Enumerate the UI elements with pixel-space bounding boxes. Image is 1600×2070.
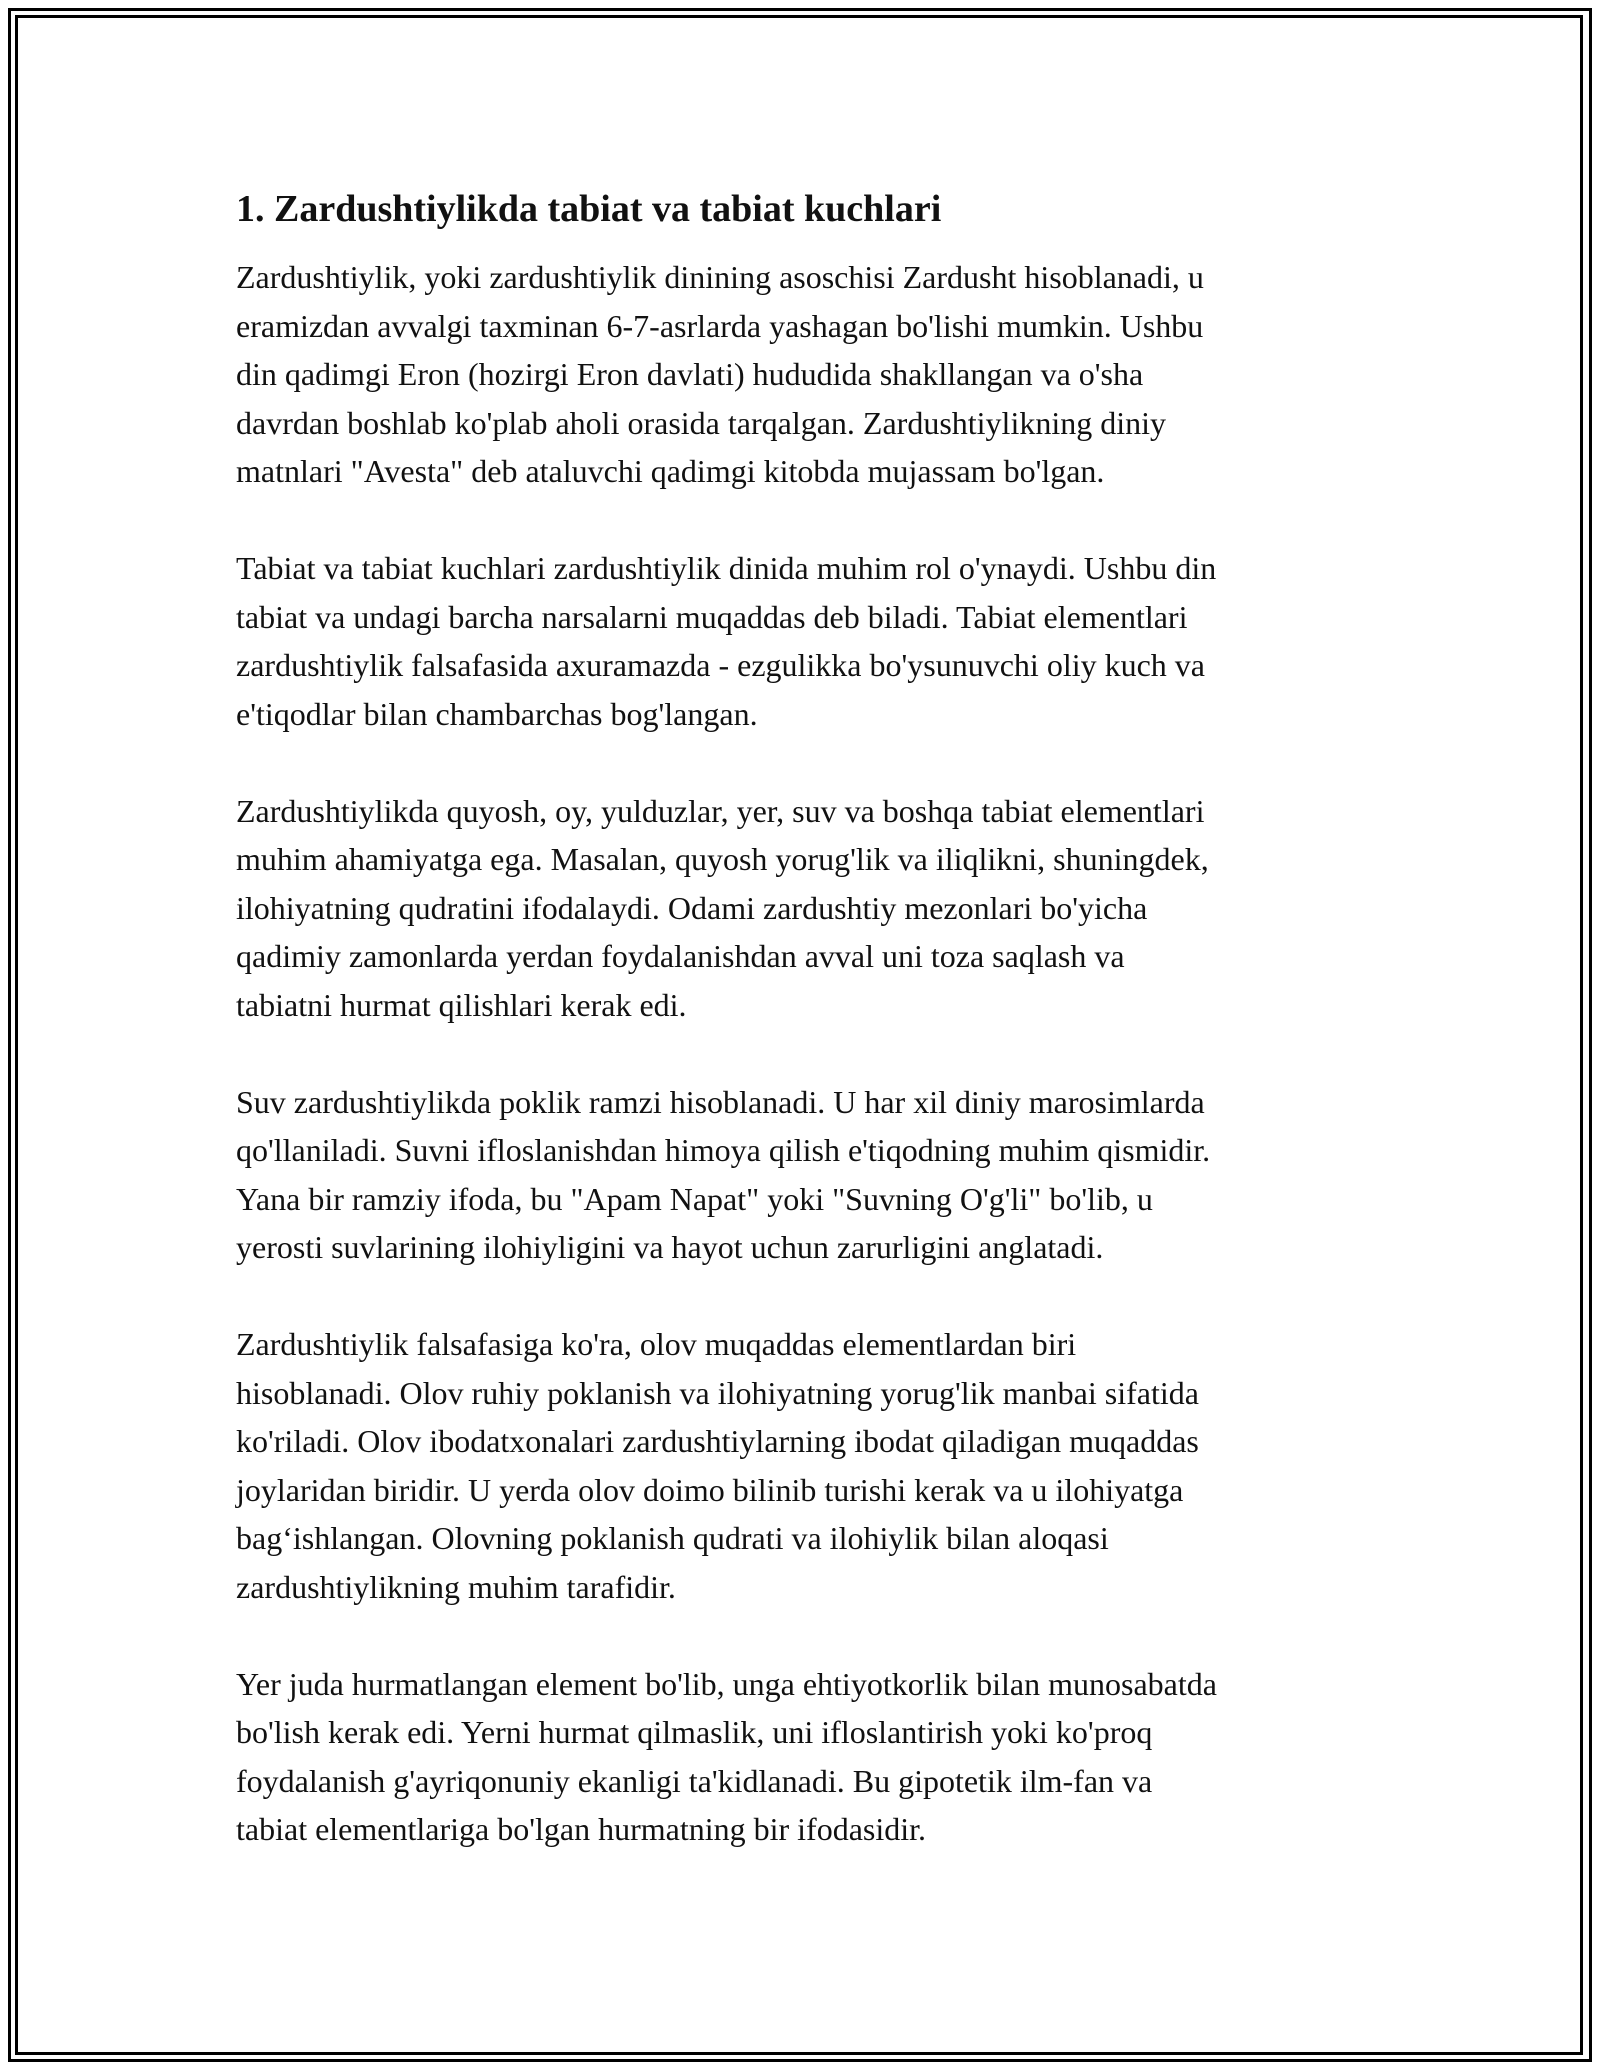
text-line: tabiatni hurmat qilishlari kerak edi. [236,986,687,1023]
text-line: tabiat va undagi barcha narsalarni muqaddas deb biladi. Tabiat elementlari [236,598,1188,635]
text-line: eramizdan avvalgi taxminan 6-7-asrlarda yashagan bo'lishi mumkin. Ushbu [236,307,1204,344]
paragraph-6 [236,1660,1376,1854]
text-line: zardushtiylikning muhim tarafidir. [236,1568,676,1605]
text-line: bag‘ishlangan. Olovning poklanish qudrati va ilohiylik bilan aloqasi [236,1520,1109,1556]
text-line: qo'llaniladi. Suvni ifloslanishdan himoya qilish e'tiqodning muhim qismidir. [236,1132,1211,1168]
paragraph-4 [236,1078,1376,1272]
text-line: Zardushtiylikda quyosh, oy, yulduzlar, yer, suv va boshqa tabiat elementlari [236,792,1205,829]
text-line: e'tiqodlar bilan chambarchas bog'langan. [236,695,758,732]
text-line: Suv zardushtiylikda poklik ramzi hisoblanadi. U har xil diniy marosimlarda [236,1083,1205,1120]
text-line: Zardushtiylik, yoki zardushtiylik dinining asoschisi Zardusht hisoblanadi, u [236,259,1204,295]
paragraph-3 [236,787,1376,1030]
text-line: foydalanish g'ayriqonuniy ekanligi ta'kidlanadi. Bu gipotetik ilm-fan va [236,1762,1153,1799]
text-line: din qadimgi Eron (hozirgi Eron davlati) hududida shakllangan va o'sha [236,356,1144,392]
text-line: matnlari "Avesta" deb ataluvchi qadimgi kitobda mujassam bo'lgan. [236,453,1105,489]
text-line: tabiat elementlariga bo'lgan hurmatning bir ifodasidir. [236,1811,927,1847]
text-line: ilohiyatning qudratini ifodalaydi. Odami zardushtiy mezonlari bo'yicha [236,889,1148,926]
text-line: ko'riladi. Olov ibodatxonalari zardushtiylarning ibodat qiladigan muqaddas [236,1423,1199,1459]
text-line: qadimiy zamonlarda yerdan foydalanishdan avval uni toza saqlash va [236,938,1125,974]
section-heading: 1. Zardushtiylikda tabiat va tabiat kuchlari [236,188,942,230]
text-line: hisoblanadi. Olov ruhiy poklanish va ilohiyatning yorug'lik manbai sifatida [236,1374,1199,1411]
text-line: bo'lish kerak edi. Yerni hurmat qilmaslik, uni ifloslantirish yoki ko'proq [236,1714,1153,1750]
paragraph-2 [236,544,1376,738]
text-line: Yer juda hurmatlangan element bo'lib, unga ehtiyotkorlik bilan munosabatda [236,1665,1217,1702]
document-body [236,185,1376,1902]
text-line: davrdan boshlab ko'plab aholi orasida tarqalgan. Zardushtiylikning diniy [236,404,1166,441]
paragraph-5 [236,1320,1376,1611]
text-line: Yana bir ramziy ifoda, bu "Apam Napat" yoki "Suvning O'g'li" bo'lib, u [236,1180,1153,1217]
text-line: joylaridan biridir. U yerda olov doimo bilinib turishi kerak va u ilohiyatga [236,1471,1184,1508]
text-line: yerosti suvlarining ilohiyligini va hayot uchun zarurligini anglatadi. [236,1229,1104,1265]
text-line: Zardushtiylik falsafasiga ko'ra, olov muqaddas elementlardan biri [236,1326,1077,1362]
text-line: zardushtiylik falsafasida axuramazda - ezgulikka bo'ysunuvchi oliy kuch va [236,647,1205,683]
text-line: Tabiat va tabiat kuchlari zardushtiylik dinida muhim rol o'ynaydi. Ushbu din [236,550,1217,586]
text-line: muhim ahamiyatga ega. Masalan, quyosh yorug'lik va iliqlikni, shuningdek, [236,841,1209,877]
paragraph-1 [236,253,1376,496]
